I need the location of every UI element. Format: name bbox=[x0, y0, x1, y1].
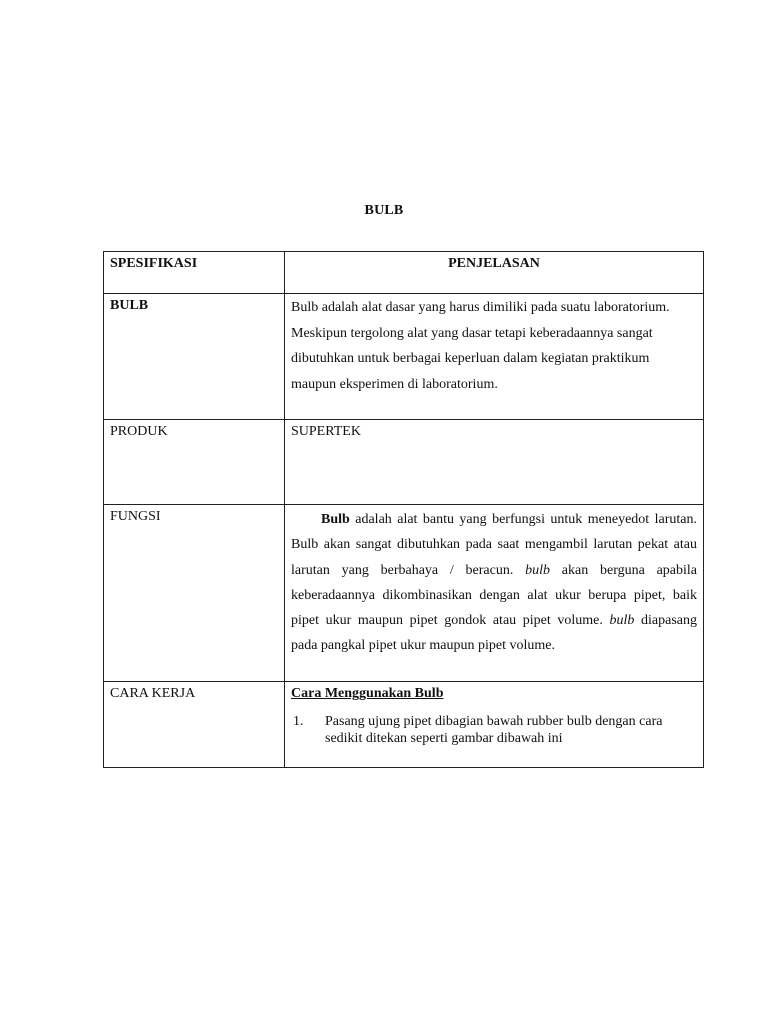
desc-cell-cara-kerja bbox=[285, 682, 704, 768]
fungsi-italic-2: bulb bbox=[609, 613, 635, 629]
row-label-cara-kerja: CARA KERJA bbox=[110, 686, 196, 701]
label-cell-cara-kerja bbox=[104, 682, 285, 768]
header-cell-spesifikasi bbox=[104, 252, 285, 294]
desc-cell-bulb bbox=[285, 294, 704, 420]
row-text-bulb: Bulb adalah alat dasar yang harus dimiliki pada suatu laboratorium. Meskipun tergolong alat yang dasar tetapi keberadaannya sangat dibutuhkan untuk berbagai keperluan dalam kegiatan praktikum maupun eksperimen di laboratorium. bbox=[291, 300, 670, 392]
fungsi-bold-lead: Bulb bbox=[321, 512, 350, 527]
label-cell-fungsi bbox=[104, 505, 285, 682]
fungsi-italic-1: bulb bbox=[525, 562, 551, 578]
table-row-bulb bbox=[104, 294, 704, 420]
page-title: BULB bbox=[364, 203, 404, 218]
fungsi-text-2: akan berguna apabila keberadaannya dikombinasikan dengan alat ukur berupa pipet, baik pipet ukur maupun pipet gondok atau pipet volume. bbox=[291, 562, 697, 629]
list-item bbox=[291, 713, 697, 747]
header-spesifikasi: SPESIFIKASI bbox=[110, 256, 198, 271]
header-penjelasan: PENJELASAN bbox=[448, 256, 540, 271]
step-text: Pasang ujung pipet dibagian bawah rubber bulb dengan cara sedikit ditekan seperti gambar dibawah ini bbox=[325, 714, 663, 746]
row-label-fungsi: FUNGSI bbox=[110, 509, 161, 524]
label-cell-produk bbox=[104, 420, 285, 505]
step-number: 1. bbox=[293, 714, 304, 729]
table-row-produk bbox=[104, 420, 704, 505]
specification-table bbox=[103, 251, 704, 768]
header-cell-penjelasan bbox=[285, 252, 704, 294]
row-text-produk: SUPERTEK bbox=[291, 424, 361, 439]
desc-cell-produk bbox=[285, 420, 704, 505]
table-row-fungsi bbox=[104, 505, 704, 682]
label-cell-bulb bbox=[104, 294, 285, 420]
row-text-fungsi bbox=[285, 505, 703, 659]
fungsi-text-3: diapasang pada pangkal pipet ukur maupun pipet volume. bbox=[291, 613, 697, 654]
row-label-produk: PRODUK bbox=[110, 424, 168, 439]
table-row-cara-kerja bbox=[104, 682, 704, 768]
fungsi-text-1: adalah alat bantu yang berfungsi untuk meneyedot larutan. Bulb akan sangat dibutuhkan pada saat mengambil larutan pekat atau larutan yang berbahaya / beracun. bbox=[291, 512, 697, 578]
desc-cell-fungsi bbox=[285, 505, 704, 682]
row-label-bulb: BULB bbox=[110, 298, 149, 313]
cara-kerja-steps bbox=[291, 713, 697, 747]
cara-kerja-heading: Cara Menggunakan Bulb bbox=[291, 686, 444, 701]
table-header-row bbox=[104, 252, 704, 294]
